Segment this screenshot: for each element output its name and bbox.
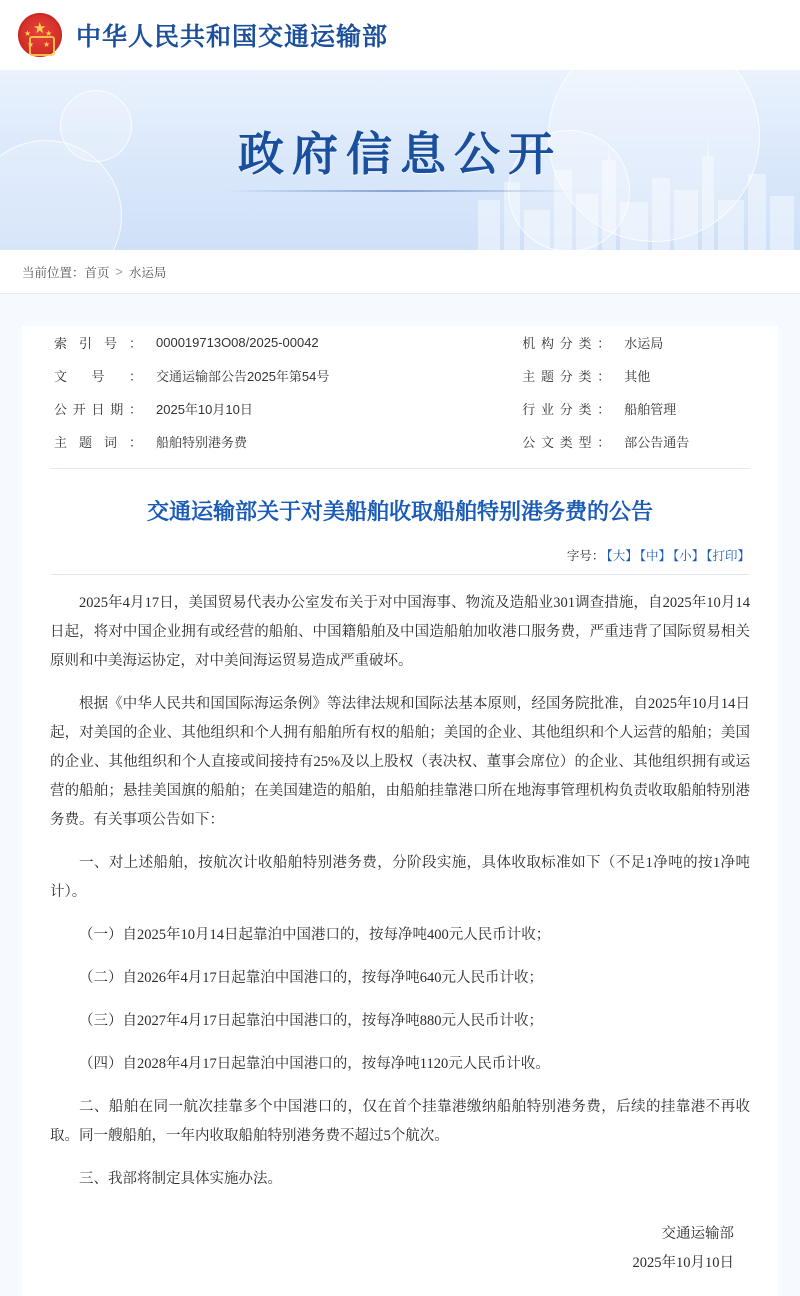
meta-spacer xyxy=(474,359,518,392)
content-area xyxy=(0,294,800,1296)
emblem-star-1: ★ xyxy=(24,29,32,38)
breadcrumb-item-home[interactable]: 首页 xyxy=(84,265,110,280)
meta-value-publish-date: 2025年10月10日 xyxy=(156,402,253,417)
meta-divider xyxy=(50,468,750,469)
meta-value-keywords: 船舶特别港务费 xyxy=(156,435,248,450)
article-paragraph-1: 2025年4月17日，美国贸易代表办公室发布关于对中国海事、物流及造船业301调查措施，自2025年10月14日起，将对中国企业拥有或经营的船舶、中国籍船舶及中国造船舶加收港口服务费，严重违背了国际贸易相关原则和中美海运协定，对中美间海运贸易造成严重破坏。 xyxy=(50,595,750,669)
meta-value-org-category: 水运局 xyxy=(624,336,664,351)
article-paragraph-9: 三、我部将制定具体实施办法。 xyxy=(79,1171,282,1187)
national-emblem-icon xyxy=(18,13,62,57)
meta-label-publish-date: 公开日期 ： xyxy=(50,392,152,425)
meta-label-doc-type: 公文类型 ： xyxy=(518,425,620,458)
meta-spacer xyxy=(474,425,518,458)
article-paragraph-6: （三）自2027年4月17日起靠泊中国港口的，按每净吨880元人民币计收； xyxy=(79,1013,543,1029)
font-size-small-button[interactable]: 【小】 xyxy=(672,549,705,563)
font-size-large-button[interactable]: 【大】 xyxy=(606,549,638,563)
tools-divider xyxy=(50,574,750,575)
metadata-table xyxy=(50,326,750,458)
page-title: 交通运输部关于对美船舶收取船舶特别港务费的公告 xyxy=(146,499,653,524)
meta-spacer xyxy=(474,326,518,359)
table-row xyxy=(50,392,750,425)
meta-label-industry-category: 行业分类 ： xyxy=(518,392,620,425)
signature-organization: 交通运输部 xyxy=(661,1226,734,1242)
banner-rule xyxy=(225,190,575,192)
breadcrumb-prefix: 当前位置： xyxy=(22,265,85,280)
site-title: 中华人民共和国交通运输部 xyxy=(76,24,389,51)
meta-value-index-number: 000019713O08/2025-00042 xyxy=(156,335,319,350)
meta-value-doc-number: 交通运输部公告2025年第54号 xyxy=(156,369,330,384)
font-size-label: 字号： xyxy=(566,549,605,563)
font-size-medium-button[interactable]: 【中】 xyxy=(639,549,671,563)
print-button[interactable]: 【打印】 xyxy=(706,549,750,563)
emblem-star-2: ★ xyxy=(45,29,53,38)
article-paragraph-2: 根据《中华人民共和国国际海运条例》等法律法规和国际法基本原则，经国务院批准，自2025年10月14日起，对美国的企业、其他组织和个人拥有船舶所有权的船舶；美国的企业、其他组织和个人运营的船舶；美国的企业、其他组织和个人直接或间接持有25%及以上股权（表决权、董事会席位）的企业、其他组织拥有或运营的船舶；悬挂美国旗的船舶；在美国建造的船舶，由船舶挂靠港口所在地海事管理机构负责收取船舶特别港务费。有关事项公告如下： xyxy=(50,696,750,828)
meta-label-index-number: 索引号 ： xyxy=(50,326,152,359)
meta-label-keywords: 主题词 ： xyxy=(50,425,152,458)
site-header xyxy=(0,0,800,70)
signature-date: 2025年10月10日 xyxy=(632,1255,734,1271)
emblem-star-4: ★ xyxy=(43,40,51,49)
meta-value-doc-type: 部公告通告 xyxy=(624,435,690,450)
article-paragraph-7: （四）自2028年4月17日起靠泊中国港口的，按每净吨1120元人民币计收。 xyxy=(79,1056,550,1072)
article-paragraph-3: 一、对上述船舶，按航次计收船舶特别港务费，分阶段实施，具体收取标准如下（不足1净吨的按1净吨计）。 xyxy=(50,855,750,900)
article-paragraph-8: 二、船舶在同一航次挂靠多个中国港口的，仅在首个挂靠港缴纳船舶特别港务费，后续的挂靠港不再收取。同一艘船舶，一年内收取船舶特别港务费不超过5个航次。 xyxy=(50,1099,750,1144)
article-paragraph-5: （二）自2026年4月17日起靠泊中国港口的，按每净吨640元人民币计收； xyxy=(79,970,543,986)
font-size-tools xyxy=(50,546,750,564)
banner xyxy=(0,70,800,250)
banner-title: 政府信息公开 xyxy=(238,129,562,180)
meta-value-industry-category: 船舶管理 xyxy=(624,402,677,417)
meta-label-doc-number: 文号 ： xyxy=(50,359,152,392)
meta-label-org-category: 机构分类 ： xyxy=(518,326,620,359)
article-card xyxy=(22,326,778,1296)
table-row xyxy=(50,326,750,359)
meta-value-topic-category: 其他 xyxy=(624,369,651,384)
table-row xyxy=(50,425,750,458)
breadcrumb-item-waterway-bureau[interactable]: 水运局 xyxy=(128,265,167,280)
emblem-star-3: ★ xyxy=(27,40,35,49)
table-row xyxy=(50,359,750,392)
article-paragraph-4: （一）自2025年10月14日起靠泊中国港口的，按每净吨400元人民币计收； xyxy=(79,927,551,943)
emblem-gear-icon xyxy=(29,36,55,56)
meta-label-topic-category: 主题分类 ： xyxy=(518,359,620,392)
signature-block xyxy=(50,1220,750,1278)
article-body xyxy=(50,589,750,1194)
breadcrumb-separator: > xyxy=(115,264,123,279)
meta-spacer xyxy=(474,392,518,425)
emblem-star-large: ★ xyxy=(33,20,47,37)
breadcrumb xyxy=(0,250,800,294)
